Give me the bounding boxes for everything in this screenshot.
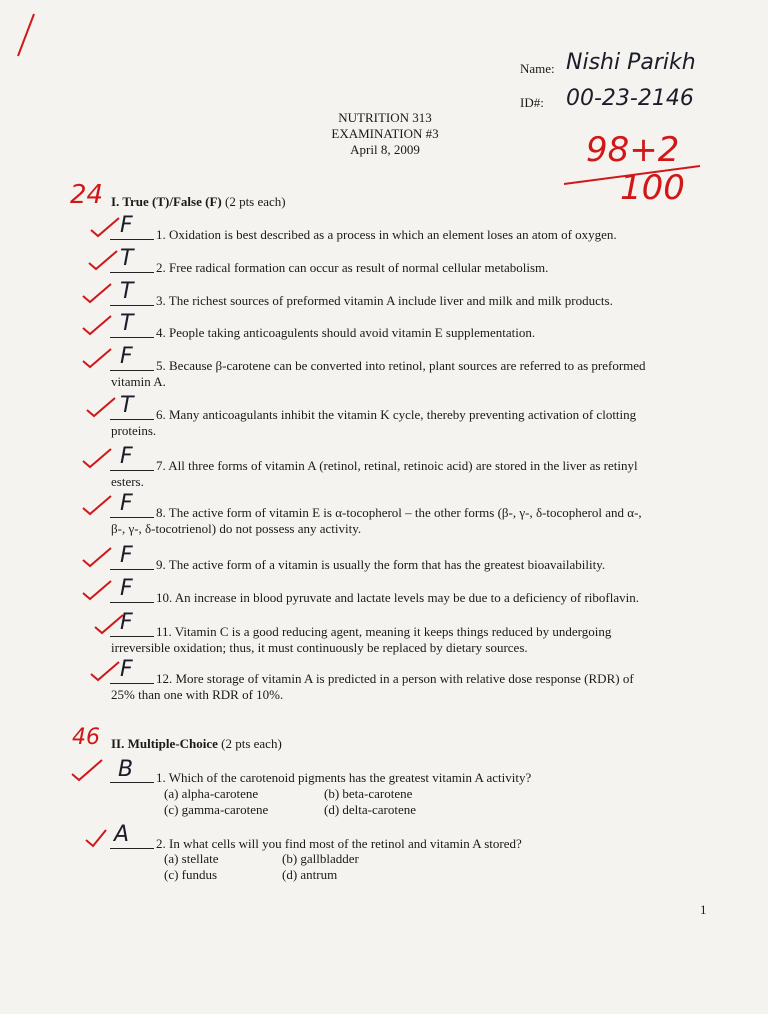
- score-total: 100: [620, 168, 685, 208]
- mc2-option-b: (b) gallbladder: [282, 851, 359, 866]
- answer-blank: [110, 569, 154, 570]
- tf-answer: T: [120, 311, 134, 336]
- tf-question-continuation: irreversible oxidation; thus, it must continuously be replaced by dietary sources.: [111, 640, 528, 655]
- tf-question-continuation: vitamin A.: [111, 374, 166, 389]
- tf-question-text: 6. Many anticoagulants inhibit the vitamin K cycle, thereby preventing activation of clotting: [156, 407, 637, 422]
- mc1-answer: B: [118, 757, 134, 782]
- tf-question-continuation: β-, γ-, δ-tocotrienol) do not possess any activity.: [111, 521, 362, 536]
- mc2-option-d: (d) antrum: [282, 867, 338, 882]
- tf-answer: T: [120, 393, 134, 418]
- tf-question-continuation: 25% than one with RDR of 10%.: [111, 687, 284, 702]
- answer-blank: [110, 239, 154, 240]
- mc1-option-a: (a) alpha-carotene: [164, 786, 259, 801]
- red-checkmark: [80, 493, 114, 517]
- tf-answer: F: [120, 491, 133, 516]
- id-value: 00-23-2146: [566, 86, 694, 111]
- tf-answer: F: [120, 576, 133, 601]
- tf-question-continuation: proteins.: [111, 423, 157, 438]
- red-checkmark: [88, 215, 122, 239]
- tf-answer: F: [120, 543, 133, 568]
- section2-points: (2 pts each): [221, 736, 282, 751]
- mc2-option-c: (c) fundus: [164, 867, 218, 882]
- mc1-option-c: (c) gamma-carotene: [164, 802, 269, 817]
- answer-blank: [110, 848, 154, 849]
- red-checkmark: [80, 346, 114, 370]
- red-checkmark: [70, 758, 104, 782]
- red-checkmark: [84, 395, 118, 419]
- answer-blank: [110, 602, 154, 603]
- answer-blank: [110, 517, 154, 518]
- section2-score: 46: [72, 725, 100, 750]
- mc1-option-d: (d) delta-carotene: [324, 802, 417, 817]
- tf-question-text: 10. An increase in blood pyruvate and lactate levels may be due to a deficiency of riboflavin.: [156, 590, 639, 605]
- exam-title: EXAMINATION #3: [331, 126, 439, 141]
- tf-answer: F: [120, 344, 133, 369]
- red-checkmark: [88, 659, 122, 683]
- section1-title: I. True (T)/False (F): [111, 194, 222, 209]
- page-number: 1: [700, 902, 707, 917]
- answer-blank: [110, 470, 154, 471]
- id-label: ID#:: [520, 95, 544, 110]
- name-value: Nishi Parikh: [566, 50, 696, 75]
- answer-blank: [110, 305, 154, 306]
- tf-question-text: 12. More storage of vitamin A is predicted in a person with relative dose response (RDR) of: [156, 671, 634, 686]
- answer-blank: [110, 370, 154, 371]
- tf-question-text: 2. Free radical formation can occur as result of normal cellular metabolism.: [156, 260, 549, 275]
- red-checkmark: [80, 446, 114, 470]
- name-label: Name:: [520, 61, 555, 76]
- mc2-question: 2. In what cells will you find most of the retinol and vitamin A stored?: [156, 836, 522, 851]
- tf-answer: T: [120, 279, 134, 304]
- answer-blank: [110, 419, 154, 420]
- tf-question-text: 11. Vitamin C is a good reducing agent, meaning it keeps things reduced by undergoing: [156, 624, 612, 639]
- answer-blank: [110, 272, 154, 273]
- answer-blank: [110, 636, 154, 637]
- tf-question-text: 7. All three forms of vitamin A (retinol, retinal, retinoic acid) are stored in the liver as retinyl: [156, 458, 638, 473]
- mc2-option-a: (a) stellate: [164, 851, 219, 866]
- tf-question-text: 9. The active form of a vitamin is usually the form that has the greatest bioavailability.: [156, 557, 606, 572]
- tf-answer: F: [120, 610, 133, 635]
- tf-question-text: 4. People taking anticoagulents should avoid vitamin E supplementation.: [156, 325, 536, 340]
- section2-title: II. Multiple-Choice: [111, 736, 218, 751]
- answer-blank: [110, 337, 154, 338]
- tf-question-text: 1. Oxidation is best described as a process in which an element loses an atom of oxygen.: [156, 227, 617, 242]
- tf-question-text: 8. The active form of vitamin E is α-tocopherol – the other forms (β-, γ-, δ-tocopherol and α-,: [156, 505, 642, 520]
- tf-answer: F: [120, 657, 133, 682]
- section1-score: 24: [70, 180, 104, 210]
- mc1-option-b: (b) beta-carotene: [324, 786, 413, 801]
- tf-answer: F: [120, 213, 133, 238]
- section1-points: (2 pts each): [224, 194, 286, 209]
- red-checkmark: [84, 826, 118, 850]
- red-checkmark: [86, 248, 120, 272]
- answer-blank: [110, 683, 154, 684]
- tf-question-text: 5. Because β-carotene can be converted into retinol, plant sources are referred to as preformed: [156, 358, 646, 373]
- tf-question-continuation: esters.: [111, 474, 144, 489]
- tf-answer: T: [120, 246, 134, 271]
- section2-heading: [111, 736, 282, 751]
- tf-answer: F: [120, 444, 133, 469]
- red-checkmark: [80, 545, 114, 569]
- answer-blank: [110, 782, 154, 783]
- score-earned: 98+2: [586, 130, 680, 170]
- red-checkmark: [80, 281, 114, 305]
- red-checkmark: [80, 313, 114, 337]
- tf-question-text: 3. The richest sources of preformed vitamin A include liver and milk and milk products.: [156, 293, 613, 308]
- red-slash-mark: [10, 10, 40, 60]
- exam-date: April 8, 2009: [350, 142, 420, 157]
- red-checkmark: [80, 578, 114, 602]
- course-title: NUTRITION 313: [338, 110, 432, 125]
- mc1-question: 1. Which of the carotenoid pigments has the greatest vitamin A activity?: [156, 770, 532, 785]
- section1-heading: [111, 194, 286, 209]
- mc2-answer: A: [114, 822, 130, 847]
